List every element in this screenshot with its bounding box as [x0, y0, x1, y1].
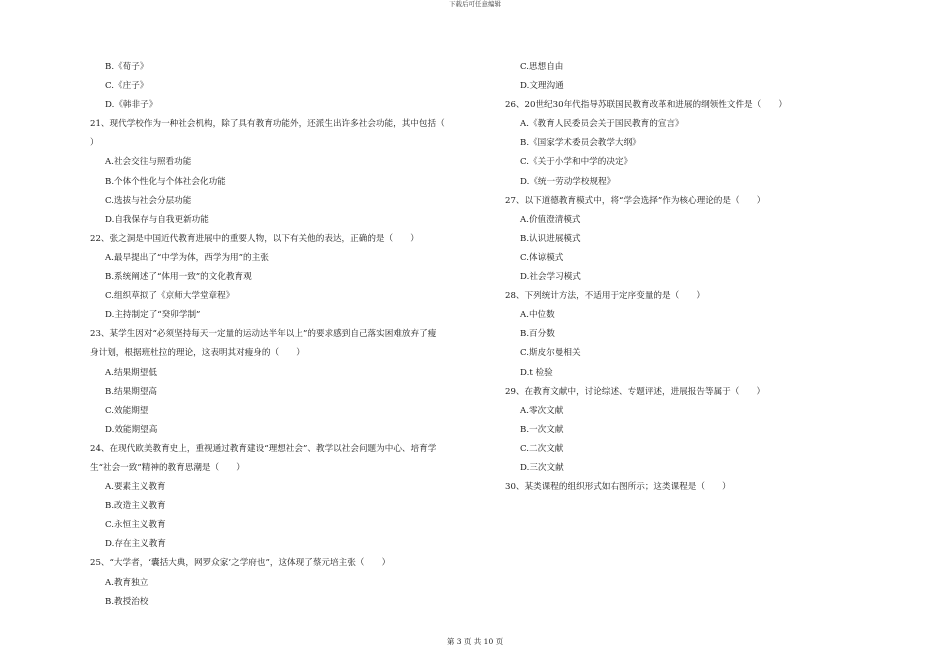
- answer-option: C.选拔与社会分层功能: [105, 195, 192, 206]
- answer-option: D.《统一劳动学校规程》: [520, 176, 616, 187]
- answer-option: D.三次文献: [520, 462, 564, 473]
- answer-option: C.组织草拟了《京师大学堂章程》: [105, 291, 235, 302]
- answer-option: A.社会交往与照看功能: [105, 157, 192, 168]
- answer-option: A.价值澄清模式: [520, 214, 581, 225]
- answer-option: D.社会学习模式: [520, 272, 581, 283]
- answer-option: D.效能期望高: [105, 424, 158, 435]
- question-stem: 25、“大学者，‘囊括大典，网罗众家’之学府也”，这体现了蔡元培主张（ ）: [90, 558, 391, 569]
- right-column: [505, 58, 903, 497]
- question-stem: [90, 325, 488, 363]
- answer-option: A.要素主义教育: [105, 482, 166, 493]
- answer-option: B.改造主义教育: [105, 501, 166, 512]
- answer-option: A.中位数: [520, 310, 555, 321]
- answer-option: A.教育独立: [105, 577, 149, 588]
- question-stem: 29、在教育文献中，讨论综述、专题评述，进展报告等属于（ ）: [505, 386, 766, 397]
- question-stem: 27、以下道德教育模式中，将“学会选择”作为核心理论的是（ ）: [505, 195, 766, 206]
- answer-option: B.结果期望高: [105, 386, 158, 397]
- answer-option: C.二次文献: [520, 443, 564, 454]
- question-stem: 30、某类课程的组织形式如右图所示；这类课程是（ ）: [505, 482, 731, 493]
- answer-option: B.《荀子》: [105, 62, 149, 72]
- answer-option: C.思想自由: [520, 62, 564, 72]
- answer-option: B.认识进展模式: [520, 233, 581, 244]
- answer-option: A.《教育人民委员会关于国民教育的宣言》: [520, 119, 684, 130]
- answer-option: B.系统阐述了“体用一致”的文化教育观: [105, 272, 252, 283]
- question-stem: [90, 115, 488, 153]
- answer-option: B.《国家学术委员会教学大纲》: [520, 138, 641, 149]
- question-stem-line: 21、现代学校作为一种社会机构，除了具有教育功能外，还派生出许多社会功能，其中包括（: [90, 119, 445, 130]
- answer-option: A.零次文献: [520, 405, 564, 416]
- question-stem: [90, 440, 488, 478]
- page-number: 第 3 页 共 10 页: [446, 637, 504, 646]
- page-header-note: 下载后可任意编辑: [449, 0, 501, 8]
- answer-option: B.个体个性化与个体社会化功能: [105, 176, 226, 187]
- answer-option: D.t 检验: [520, 367, 553, 378]
- question-stem-line: 23、某学生因对“必须坚持每天一定量的运动达半年以上”的要求感到自己落实困难放弃了瘦: [90, 329, 437, 340]
- answer-option: A.最早提出了“中学为体，西学为用”的主张: [105, 252, 269, 263]
- question-stem-line: ）: [90, 138, 99, 149]
- answer-option: C.效能期望: [105, 405, 149, 416]
- answer-option: C.永恒主义教育: [105, 520, 166, 531]
- question-stem-line: 身计划，根据班杜拉的理论，这表明其对瘦身的（ ）: [90, 348, 305, 359]
- answer-option: C.斯皮尔曼相关: [520, 348, 581, 359]
- answer-option: D.文理沟通: [520, 81, 564, 92]
- question-stem-line: 24、在现代欧美教育史上，重视通过教育建设“理想社会”、教学以社会问题为中心、培育学: [90, 443, 437, 454]
- answer-option: D.存在主义教育: [105, 539, 166, 550]
- question-stem-line: 生“社会一致”精神的教育思潮是（ ）: [90, 462, 245, 473]
- answer-option: B.教授治校: [105, 596, 149, 607]
- answer-option: A.结果期望低: [105, 367, 157, 378]
- answer-option: B.百分数: [520, 329, 555, 340]
- answer-option: D.主持制定了“癸卯学制”: [105, 310, 201, 321]
- answer-option: D.自我保存与自我更新功能: [105, 214, 209, 225]
- answer-option: C.《关于小学和中学的决定》: [520, 157, 633, 168]
- answer-option: C.体谅模式: [520, 252, 564, 263]
- answer-option: D.《韩非子》: [105, 100, 158, 111]
- left-column: [90, 58, 488, 612]
- answer-option: C.《庄子》: [105, 81, 149, 92]
- question-stem: 22、张之洞是中国近代教育进展中的重要人物，以下有关他的表达，正确的是（ ）: [90, 233, 419, 244]
- question-stem: 28、下列统计方法，不适用于定序变量的是（ ）: [505, 291, 705, 302]
- answer-option: B.一次文献: [520, 424, 564, 435]
- question-stem: 26、20世纪30年代指导苏联国民教育改革和进展的纲领性文件是（ ）: [505, 100, 788, 111]
